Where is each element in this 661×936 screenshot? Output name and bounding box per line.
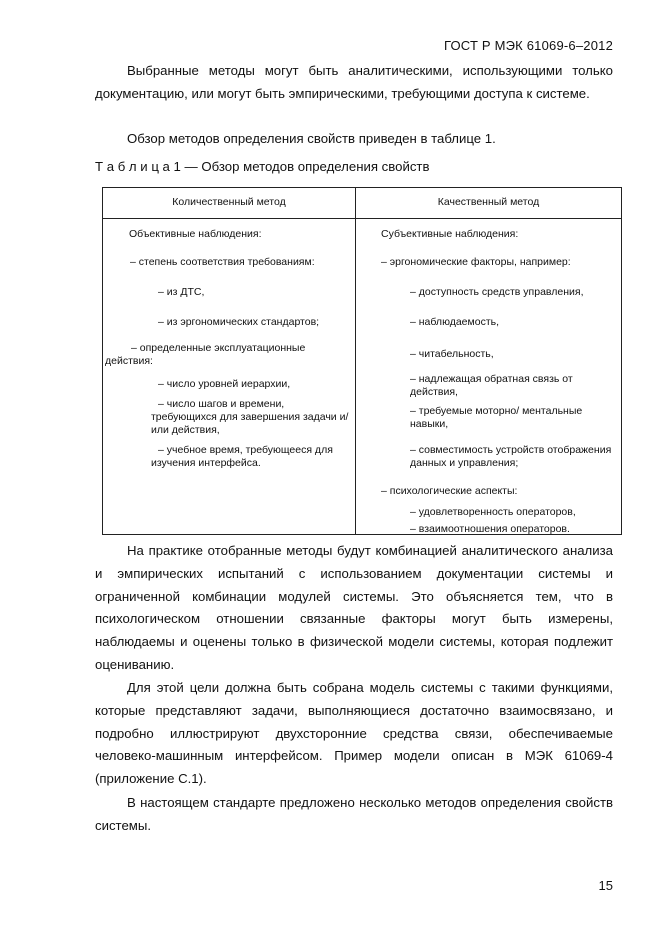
- left-item-1: – степень соответствия требованиям:: [130, 256, 315, 268]
- intro-paragraph-2: Обзор методов определения свойств приведен в таблице 1.: [127, 131, 496, 146]
- left-item-1a: – из ДТС,: [158, 286, 205, 298]
- left-item-2a: – число уровней иерархии,: [158, 378, 291, 390]
- left-item-2b: – число шагов и времени, требующихся для завершения задачи и/или действия,: [151, 398, 349, 436]
- right-item-1c: – читабельность,: [410, 348, 494, 360]
- left-item-1b: – из эргономических стандартов;: [158, 316, 320, 328]
- methods-table: [102, 187, 622, 535]
- table-caption: Т а б л и ц а 1 — Обзор методов определения свойств: [95, 159, 430, 174]
- right-title: Субъективные наблюдения:: [381, 228, 519, 240]
- left-title: Объективные наблюдения:: [129, 228, 262, 240]
- intro-paragraph-1: Выбранные методы могут быть аналитическими, использующими только документацию, или могут быть эмпирическими, требующими доступа к системе.: [95, 63, 613, 101]
- table-column-divider: [355, 188, 356, 534]
- right-item-1: – эргономические факторы, например:: [381, 256, 571, 268]
- column-header-qualitative: Качественный метод: [437, 196, 540, 208]
- left-item-2c: – учебное время, требующееся для изучения интерфейса.: [151, 444, 333, 469]
- body-paragraph-1: На практике отобранные методы будут комбинацией аналитического анализа и эмпирических испытаний с использованием документации системы и ограниченной комбинации модулей системы. Это объясняется тем, что в психологическом отношении связанные факторы могут быть измерены, наблюдаемы и оценены только в физической модели системы, которая подлежит оцениванию.: [95, 543, 613, 672]
- body-paragraph-3: В настоящем стандарте предложено несколько методов определения свойств системы.: [95, 795, 613, 833]
- right-item-1f: – совместимость устройств отображения данных и управления;: [410, 444, 612, 469]
- left-item-2: – определенные эксплуатационные действия:: [105, 342, 306, 367]
- right-item-1d: – надлежащая обратная связь от действия,: [410, 373, 573, 398]
- right-item-1e: – требуемые моторно/ ментальные навыки,: [410, 405, 583, 430]
- document-header: ГОСТ Р МЭК 61069-6–2012: [443, 38, 613, 53]
- body-paragraph-2: Для этой цели должна быть собрана модель системы с такими функциями, которые представляют задачи, выполняющиеся достаточно взаимосвязано, и подробно иллюстрируют двухсторонние средства связи, обеспечиваемые человеко-машинным интерфейсом. Пример модели описан в МЭК 61069-4 (приложение С.1).: [95, 680, 613, 787]
- right-item-1b: – наблюдаемость,: [410, 316, 500, 328]
- right-item-2b: – взаимоотношения операторов.: [410, 523, 570, 535]
- right-item-2a: – удовлетворенность операторов,: [410, 506, 576, 518]
- right-item-2: – психологические аспекты:: [381, 485, 518, 497]
- column-header-quantitative: Количественный метод: [172, 196, 286, 208]
- page-number: 15: [598, 878, 613, 893]
- right-item-1a: – доступность средств управления,: [410, 286, 584, 298]
